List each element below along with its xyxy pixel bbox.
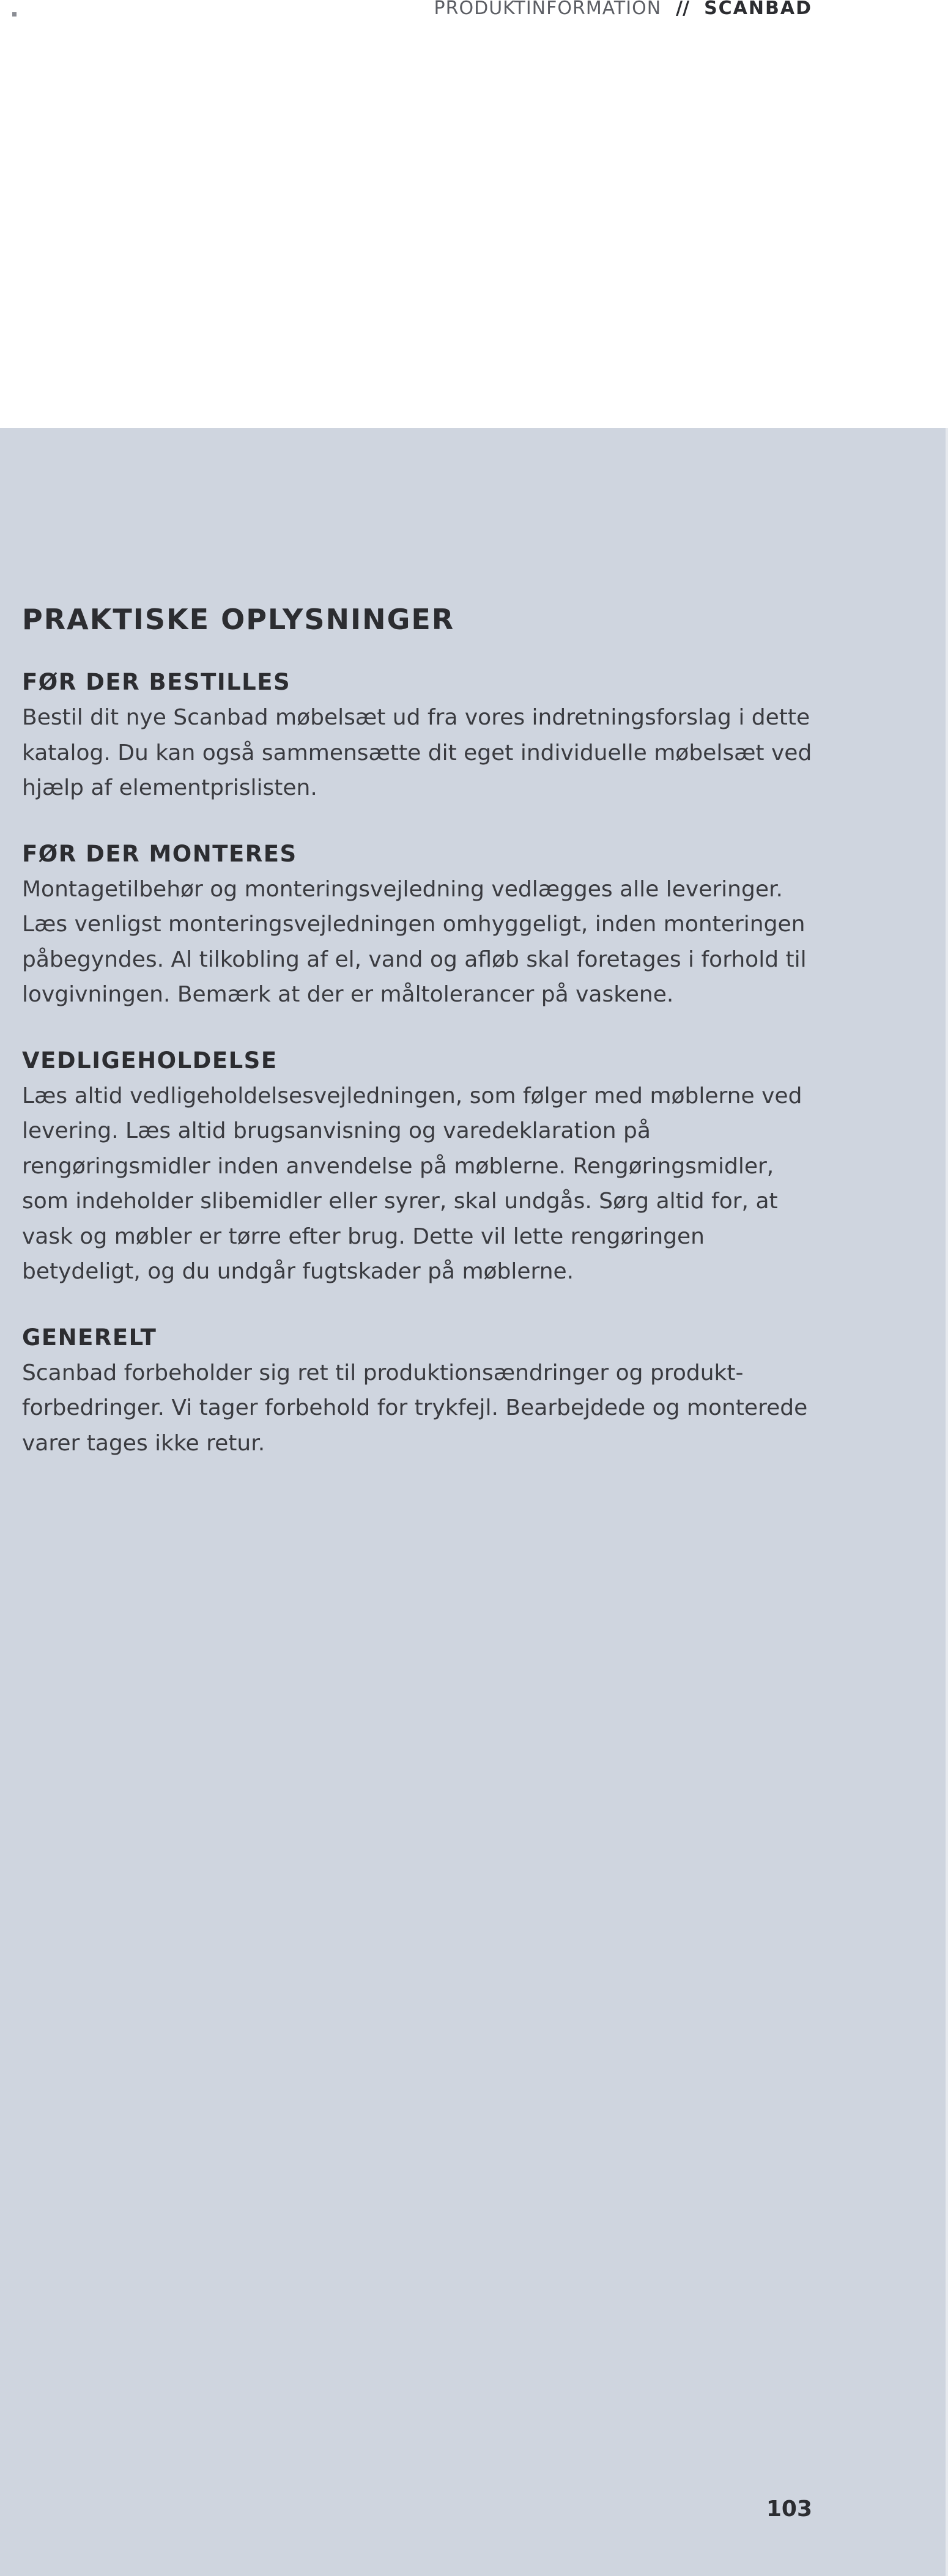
section-body: Montagetilbehør og monteringsvejledning vedlægges alle leveringer. Læs venligst monteringsvejledningen omhyggeligt, inden monteringen påbegyndes. Al tilkobling af el, vand og afløb skal foretages i forhold til lovgivningen. Bemærk at der er måltolerancer på vaskene. — [22, 876, 807, 1007]
section-general — [22, 1323, 817, 1461]
section-body: Læs altid vedligeholdelsesvejledningen, som følger med møblerne ved levering. Læs altid brugsanvisning og varedeklaration på rengøringsmidler inden anvendelse på møblerne. Rengøringsmidler, som indeholder slibemidler eller syrer, skal undgås. Sørg altid for, at vask og møbler er tørre efter brug. Dette vil lette rengøringen betydeligt, og du undgår fugtskader på møblerne. — [22, 1083, 802, 1284]
page-number: 103 — [766, 2497, 812, 2522]
header-brand: SCANBAD — [704, 0, 812, 19]
section-before-ordering — [22, 667, 817, 806]
practical-info-content — [22, 602, 817, 1494]
header-separator: // — [676, 0, 690, 19]
section-before-mounting — [22, 839, 817, 1013]
section-heading: VEDLIGEHOLDELSE — [22, 1047, 278, 1074]
section-heading: GENERELT — [22, 1324, 157, 1351]
page-title: PRAKTISKE OPLYSNINGER — [22, 603, 455, 636]
corner-mark — [12, 12, 17, 17]
section-maintenance — [22, 1046, 817, 1290]
page-header — [434, 0, 812, 19]
section-body: Scanbad forbeholder sig ret til produktionsændringer og produkt-forbedringer. Vi tager forbehold for trykfejl. Bearbejdede og monterede varer tages ikke retur. — [22, 1360, 808, 1456]
section-heading: FØR DER MONTERES — [22, 840, 297, 867]
section-heading: FØR DER BESTILLES — [22, 669, 291, 695]
section-body: Bestil dit nye Scanbad møbelsæt ud fra vores indretningsforslag i dette katalog. Du kan også sammensætte dit eget individuelle møbelsæt ved hjælp af elementprislisten. — [22, 705, 812, 800]
header-section-label: PRODUKTINFORMATION — [434, 0, 662, 19]
